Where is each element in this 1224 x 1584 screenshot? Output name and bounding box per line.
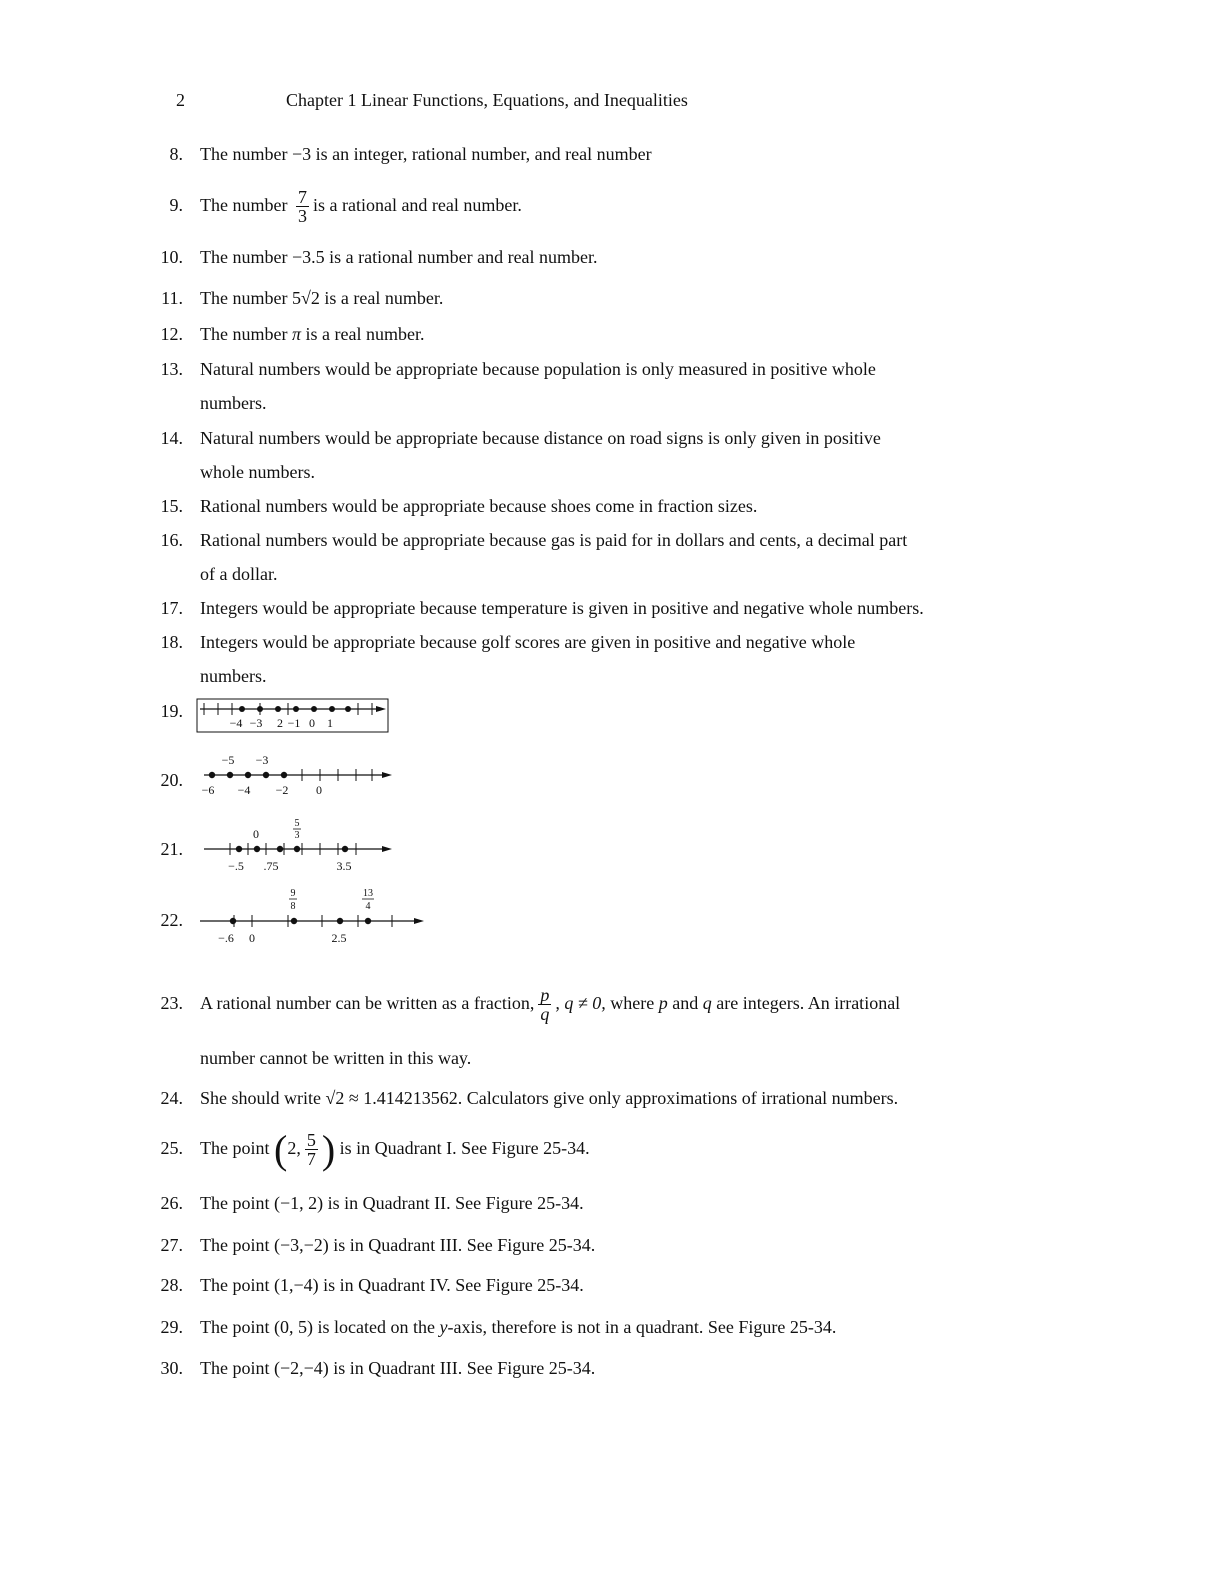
tick-label: 1 (327, 716, 333, 730)
item-number: 16. (160, 530, 183, 550)
tick-label: −6 (201, 783, 215, 797)
item-number: 26. (160, 1193, 183, 1213)
arrow-head (382, 772, 392, 778)
item-number: 21. (160, 839, 183, 859)
number-line-21 (196, 814, 396, 874)
tick-label: −.6 (218, 931, 234, 945)
item-number: 17. (160, 598, 183, 618)
item-number: 12. (160, 324, 183, 344)
arrow-head (382, 846, 392, 852)
item-number: 15. (160, 496, 183, 516)
answer-text: The number −3.5 is a rational number and real number. (200, 247, 598, 267)
tick-label: 3 (294, 830, 300, 841)
item-number: 20. (160, 770, 183, 790)
answer-text: Natural numbers would be appropriate because distance on road signs is only given in positive whole numbers. (200, 428, 881, 482)
item-number: 25. (160, 1138, 183, 1158)
tick-label: 0 (309, 716, 315, 730)
item-number: 29. (160, 1317, 183, 1337)
answer-text: A rational number can be written as a fraction, $\frac{p}{q}$ , q ≠ 0, where p and q are integers. An irrational (200, 985, 901, 1025)
chapter-title: Chapter 1 Linear Functions, Equations, and Inequalities (286, 90, 688, 110)
item-number: 24. (160, 1088, 183, 1108)
item-number: 19. (160, 701, 183, 721)
answer-text: The point (2, $\frac{5}{7}$ ) is in Quadrant I. See Figure 25-34. (200, 1126, 590, 1172)
tick-label: −2 (275, 783, 289, 797)
item-number: 14. (160, 428, 183, 448)
answer-text: She should write √2 ≈ 1.414213562. Calculators give only approximations of irrational numbers. (200, 1088, 899, 1108)
tick-label: .75 (263, 859, 279, 873)
answer-text: Rational numbers would be appropriate because gas is paid for in dollars and cents, a decimal part of a dollar. (200, 530, 908, 584)
item-number: 13. (160, 359, 183, 379)
tick-label: 0 (249, 931, 255, 945)
tick-label: −.5 (228, 859, 244, 873)
tick-label: 2.5 (331, 931, 347, 945)
answer-text: The point (−1, 2) is in Quadrant II. See Figure 25-34. (200, 1193, 584, 1213)
answer-text: The number π is a real number. (200, 324, 425, 344)
arrow-head (414, 918, 424, 924)
item-number: 23. (160, 993, 183, 1013)
tick-label: −3 (249, 716, 263, 730)
tick-label: 0 (253, 827, 259, 841)
item-number: 30. (160, 1358, 183, 1378)
tick-label: −3 (255, 753, 269, 767)
item-number: 9. (169, 195, 183, 215)
answer-text: The point (1,−4) is in Quadrant IV. See Figure 25-34. (200, 1275, 584, 1295)
answer-text: The number 5√2 is a real number. (200, 288, 444, 308)
number-line-20 (196, 750, 396, 800)
number-line-19 (196, 698, 390, 734)
item-number: 22. (160, 910, 183, 930)
tick-label: −1 (287, 716, 301, 730)
page-number: 2 (176, 90, 185, 110)
tick-labels (218, 888, 374, 945)
answer-text: The number $\frac{7}{3}$ is a rational and real number. (200, 187, 522, 227)
tick-label: −5 (221, 753, 235, 767)
answer-text: The point (0, 5) is located on the y-axis, therefore is not in a quadrant. See Figure 25-34. (200, 1317, 837, 1337)
answer-text: The number −3 is an integer, rational number, and real number (200, 144, 652, 164)
item-number: 27. (160, 1235, 183, 1255)
tick-label: 3.5 (336, 859, 352, 873)
answer-text: Integers would be appropriate because temperature is given in positive and negative whole numbers. (200, 598, 924, 618)
answer-text: Natural numbers would be appropriate because population is only measured in positive whole numbers. (200, 359, 876, 413)
tick-label: 2 (277, 716, 283, 730)
answer-text: The point (−3,−2) is in Quadrant III. See Figure 25-34. (200, 1235, 596, 1255)
fraction: $\frac{p}{q}$ (540, 985, 550, 1025)
item-number: 8. (169, 144, 183, 164)
page-header (0, 90, 1224, 114)
answer-text: Integers would be appropriate because golf scores are given in positive and negative whole numbers. (200, 632, 856, 686)
item-number: 10. (160, 247, 183, 267)
tick-label: 4 (365, 901, 371, 912)
tick-label: −4 (229, 716, 243, 730)
fraction: $\frac{7}{3}$ (297, 187, 307, 227)
number-line-22 (196, 884, 430, 946)
tick-label: 8 (290, 901, 296, 912)
tick-label: 5 (294, 818, 300, 829)
answer-text: Rational numbers would be appropriate because shoes come in fraction sizes. (200, 496, 758, 516)
item-number: 18. (160, 632, 183, 652)
tick-label: 9 (290, 888, 296, 899)
arrow-head (376, 706, 386, 712)
answer-text: The point (−2,−4) is in Quadrant III. See Figure 25-34. (200, 1358, 596, 1378)
fraction: $\frac{5}{7}$ (306, 1130, 316, 1170)
tick-label: −4 (237, 783, 251, 797)
answer-text: number cannot be written in this way. (200, 1048, 472, 1068)
item-number: 28. (160, 1275, 183, 1295)
tick-labels (230, 716, 333, 730)
tick-label: 13 (363, 888, 373, 899)
tick-labels (228, 818, 351, 873)
tick-label: 0 (316, 783, 322, 797)
item-number: 11. (161, 288, 183, 308)
